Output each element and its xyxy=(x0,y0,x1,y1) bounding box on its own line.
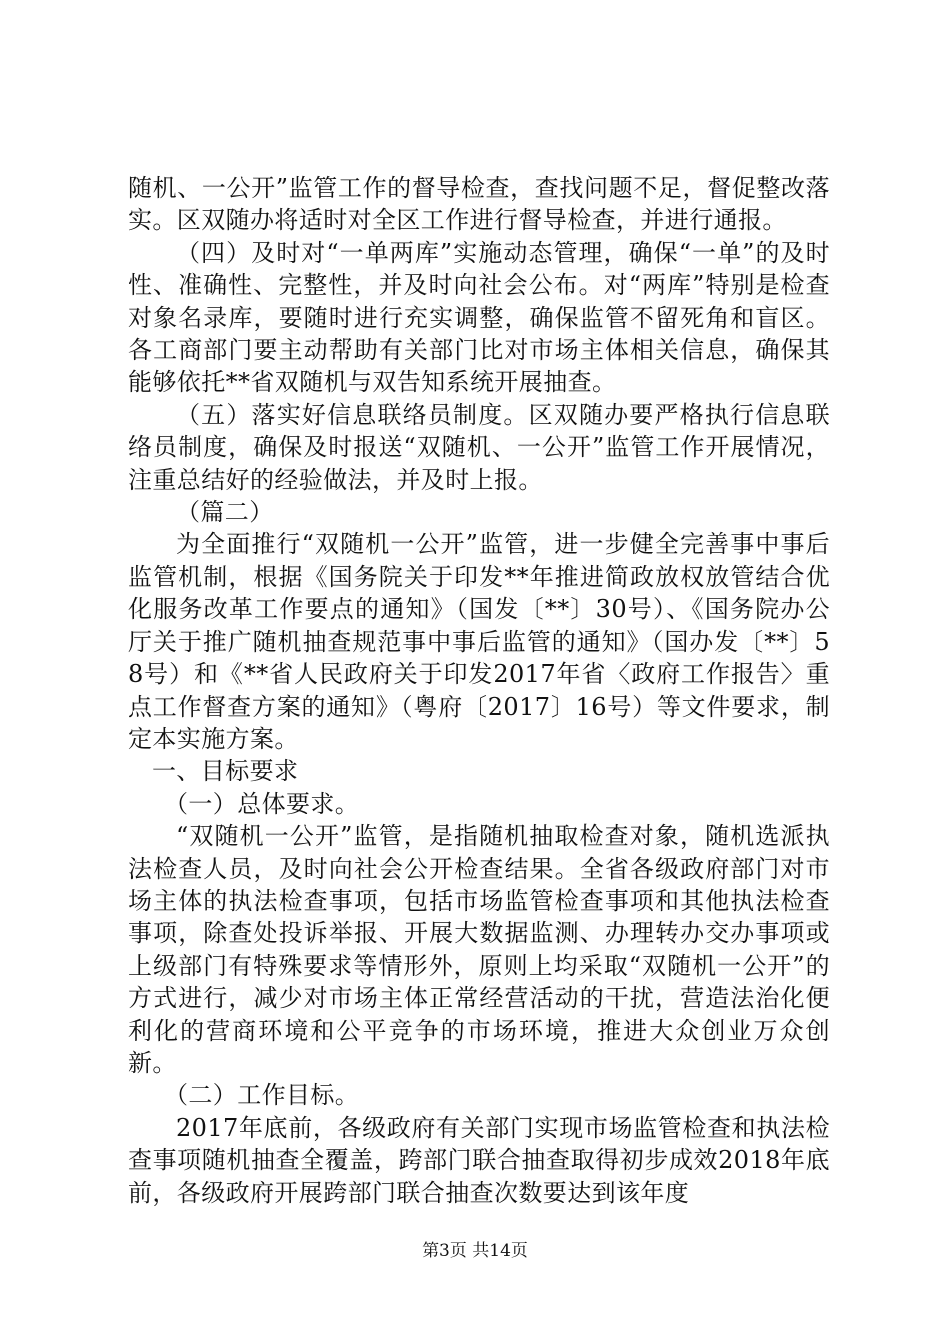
paragraph-intro: 为全面推行“双随机一公开”监管，进一步健全完善事中事后监管机制，根据《国务院关于印发**年推进简政放权放管结合优化服务改革工作要点的通知》（国发〔**〕30号）、《国务院办公厅关于推广随机抽查规范事中事后监管的通知》（国办发〔**〕58号）和《**省人民政府关于印发2017年省〈政府工作报告〉重点工作督查方案的通知》（粤府〔2017〕16号）等文件要求，制定本实施方案。 xyxy=(128,530,830,753)
section-heading-part-two: （篇二） xyxy=(176,498,274,527)
heading-overall-requirements: （一）总体要求。 xyxy=(164,789,360,818)
heading-work-objectives: （二）工作目标。 xyxy=(164,1081,360,1110)
paragraph-item-5: （五）落实好信息联络员制度。区双随办要严格执行信息联络员制度，确保及时报送“双随机、一公开”监管工作开展情况，注重总结好的经验做法，并及时上报。 xyxy=(128,400,830,494)
paragraph-overall-requirements: “双随机一公开”监管，是指随机抽取检查对象，随机选派执法检查人员，及时向社会公开检查结果。全省各级政府部门对市场主体的执法检查事项，包括市场监管检查事项和其他执法检查事项，除查处投诉举报、开展大数据监测、办理转办交办事项或上级部门有特殊要求等情形外，原则上均采取“双随机一公开”的方式进行，减少对市场主体正常经营活动的干扰，营造法治化便利化的营商环境和公平竞争的市场环境，推进大众创业万众创新。 xyxy=(128,822,830,1077)
paragraph-item-4: （四）及时对“一单两库”实施动态管理，确保“一单”的及时性、准确性、完整性，并及时向社会公布。对“两库”特别是检查对象名录库，要随时进行充实调整，确保监管不留死角和盲区。各工商部门要主动帮助有关部门比对市场主体相关信息，确保其能够依托**省双随机与双告知系统开展抽查。 xyxy=(128,238,830,397)
body-text xyxy=(128,172,830,1209)
page-number-footer: 第3页 共14页 xyxy=(422,1241,528,1261)
paragraph-continuation: 随机、一公开”监管工作的督导检查，查找问题不足，督促整改落实。区双随办将适时对全区工作进行督导检查，并进行通报。 xyxy=(128,174,830,235)
heading-goals: 一、目标要求 xyxy=(152,757,299,786)
paragraph-work-objectives: 2017年底前，各级政府有关部门实现市场监管检查和执法检查事项随机抽查全覆盖，跨部门联合抽查取得初步成效2018年底前，各级政府开展跨部门联合抽查次数要达到该年度 xyxy=(128,1113,830,1207)
